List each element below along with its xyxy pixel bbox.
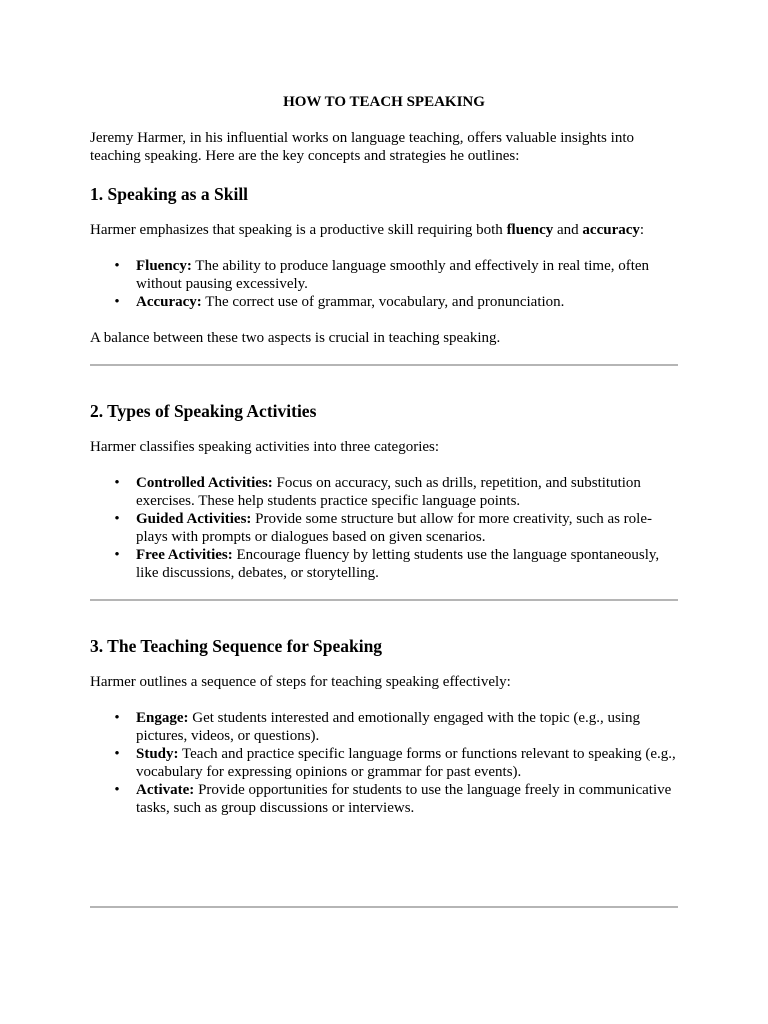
list-item	[90, 510, 682, 546]
list-item-term: Accuracy:	[136, 294, 202, 310]
section-divider	[90, 906, 678, 908]
list-item-term: Guided Activities:	[136, 511, 252, 527]
section3-list	[90, 709, 682, 817]
list-item	[90, 745, 682, 781]
section1-lead-and: and	[553, 222, 583, 238]
bullet-icon: •	[114, 547, 120, 563]
list-item	[90, 257, 682, 293]
section1-lead	[90, 221, 682, 239]
list-item	[90, 474, 682, 510]
list-item-text: Get students interested and emotionally engaged with the topic (e.g., using pictures, videos, or questions).	[136, 710, 641, 744]
list-item-text: Teach and practice specific language forms or functions relevant to speaking (e.g., vocabulary for expressing opinions or grammar for past events).	[136, 746, 676, 780]
section1-lead-accuracy: accuracy	[582, 222, 640, 238]
bullet-icon: •	[114, 710, 120, 726]
intro-paragraph: Jeremy Harmer, in his influential works on language teaching, offers valuable insights into teaching speaking. Here are the key concepts and strategies he outlines:	[90, 130, 634, 164]
section2-heading: 2. Types of Speaking Activities	[90, 401, 317, 421]
section-divider	[90, 599, 678, 601]
list-item	[90, 293, 682, 311]
section2-list	[90, 474, 682, 582]
bullet-icon: •	[114, 294, 120, 310]
section-divider	[90, 364, 678, 366]
bullet-icon: •	[114, 782, 120, 798]
list-item-term: Engage:	[136, 710, 189, 726]
list-item-text: The ability to produce language smoothly and effectively in real time, often without pausing excessively.	[136, 258, 650, 292]
list-item-term: Controlled Activities:	[136, 475, 273, 491]
list-item-text: The correct use of grammar, vocabulary, and pronunciation.	[201, 294, 565, 310]
list-item-text: Provide some structure but allow for more creativity, such as role-plays with prompts or dialogues based on given scenarios.	[136, 511, 652, 545]
list-item	[90, 709, 682, 745]
bullet-icon: •	[114, 746, 120, 762]
list-item	[90, 546, 682, 582]
list-item-text: Encourage fluency by letting students use the language spontaneously, like discussions, debates, or storytelling.	[136, 547, 660, 581]
list-item-term: Fluency:	[136, 258, 192, 274]
list-item	[90, 781, 682, 817]
section1-lead-fluency: fluency	[506, 222, 554, 238]
document-title: HOW TO TEACH SPEAKING	[283, 94, 485, 110]
list-item-text: Focus on accuracy, such as drills, repetition, and substitution exercises. These help students practice specific language points.	[136, 475, 641, 509]
section3-lead: Harmer outlines a sequence of steps for teaching speaking effectively:	[90, 674, 511, 690]
section3-heading: 3. The Teaching Sequence for Speaking	[90, 636, 383, 656]
list-item-term: Activate:	[136, 782, 195, 798]
section2-lead: Harmer classifies speaking activities into three categories:	[90, 439, 440, 455]
list-item-term: Study:	[136, 746, 179, 762]
bullet-icon: •	[114, 511, 120, 527]
section1-closing: A balance between these two aspects is crucial in teaching speaking.	[90, 330, 501, 346]
list-item-text: Provide opportunities for students to use the language freely in communicative tasks, such as group discussions or interviews.	[136, 782, 672, 816]
section1-lead-text: Harmer emphasizes that speaking is a productive skill requiring both	[90, 222, 507, 238]
bullet-icon: •	[114, 475, 120, 491]
section1-heading: 1. Speaking as a Skill	[90, 184, 249, 204]
list-item-term: Free Activities:	[136, 547, 233, 563]
section1-list	[90, 257, 682, 311]
section1-lead-colon: :	[639, 222, 645, 238]
bullet-icon: •	[114, 258, 120, 274]
